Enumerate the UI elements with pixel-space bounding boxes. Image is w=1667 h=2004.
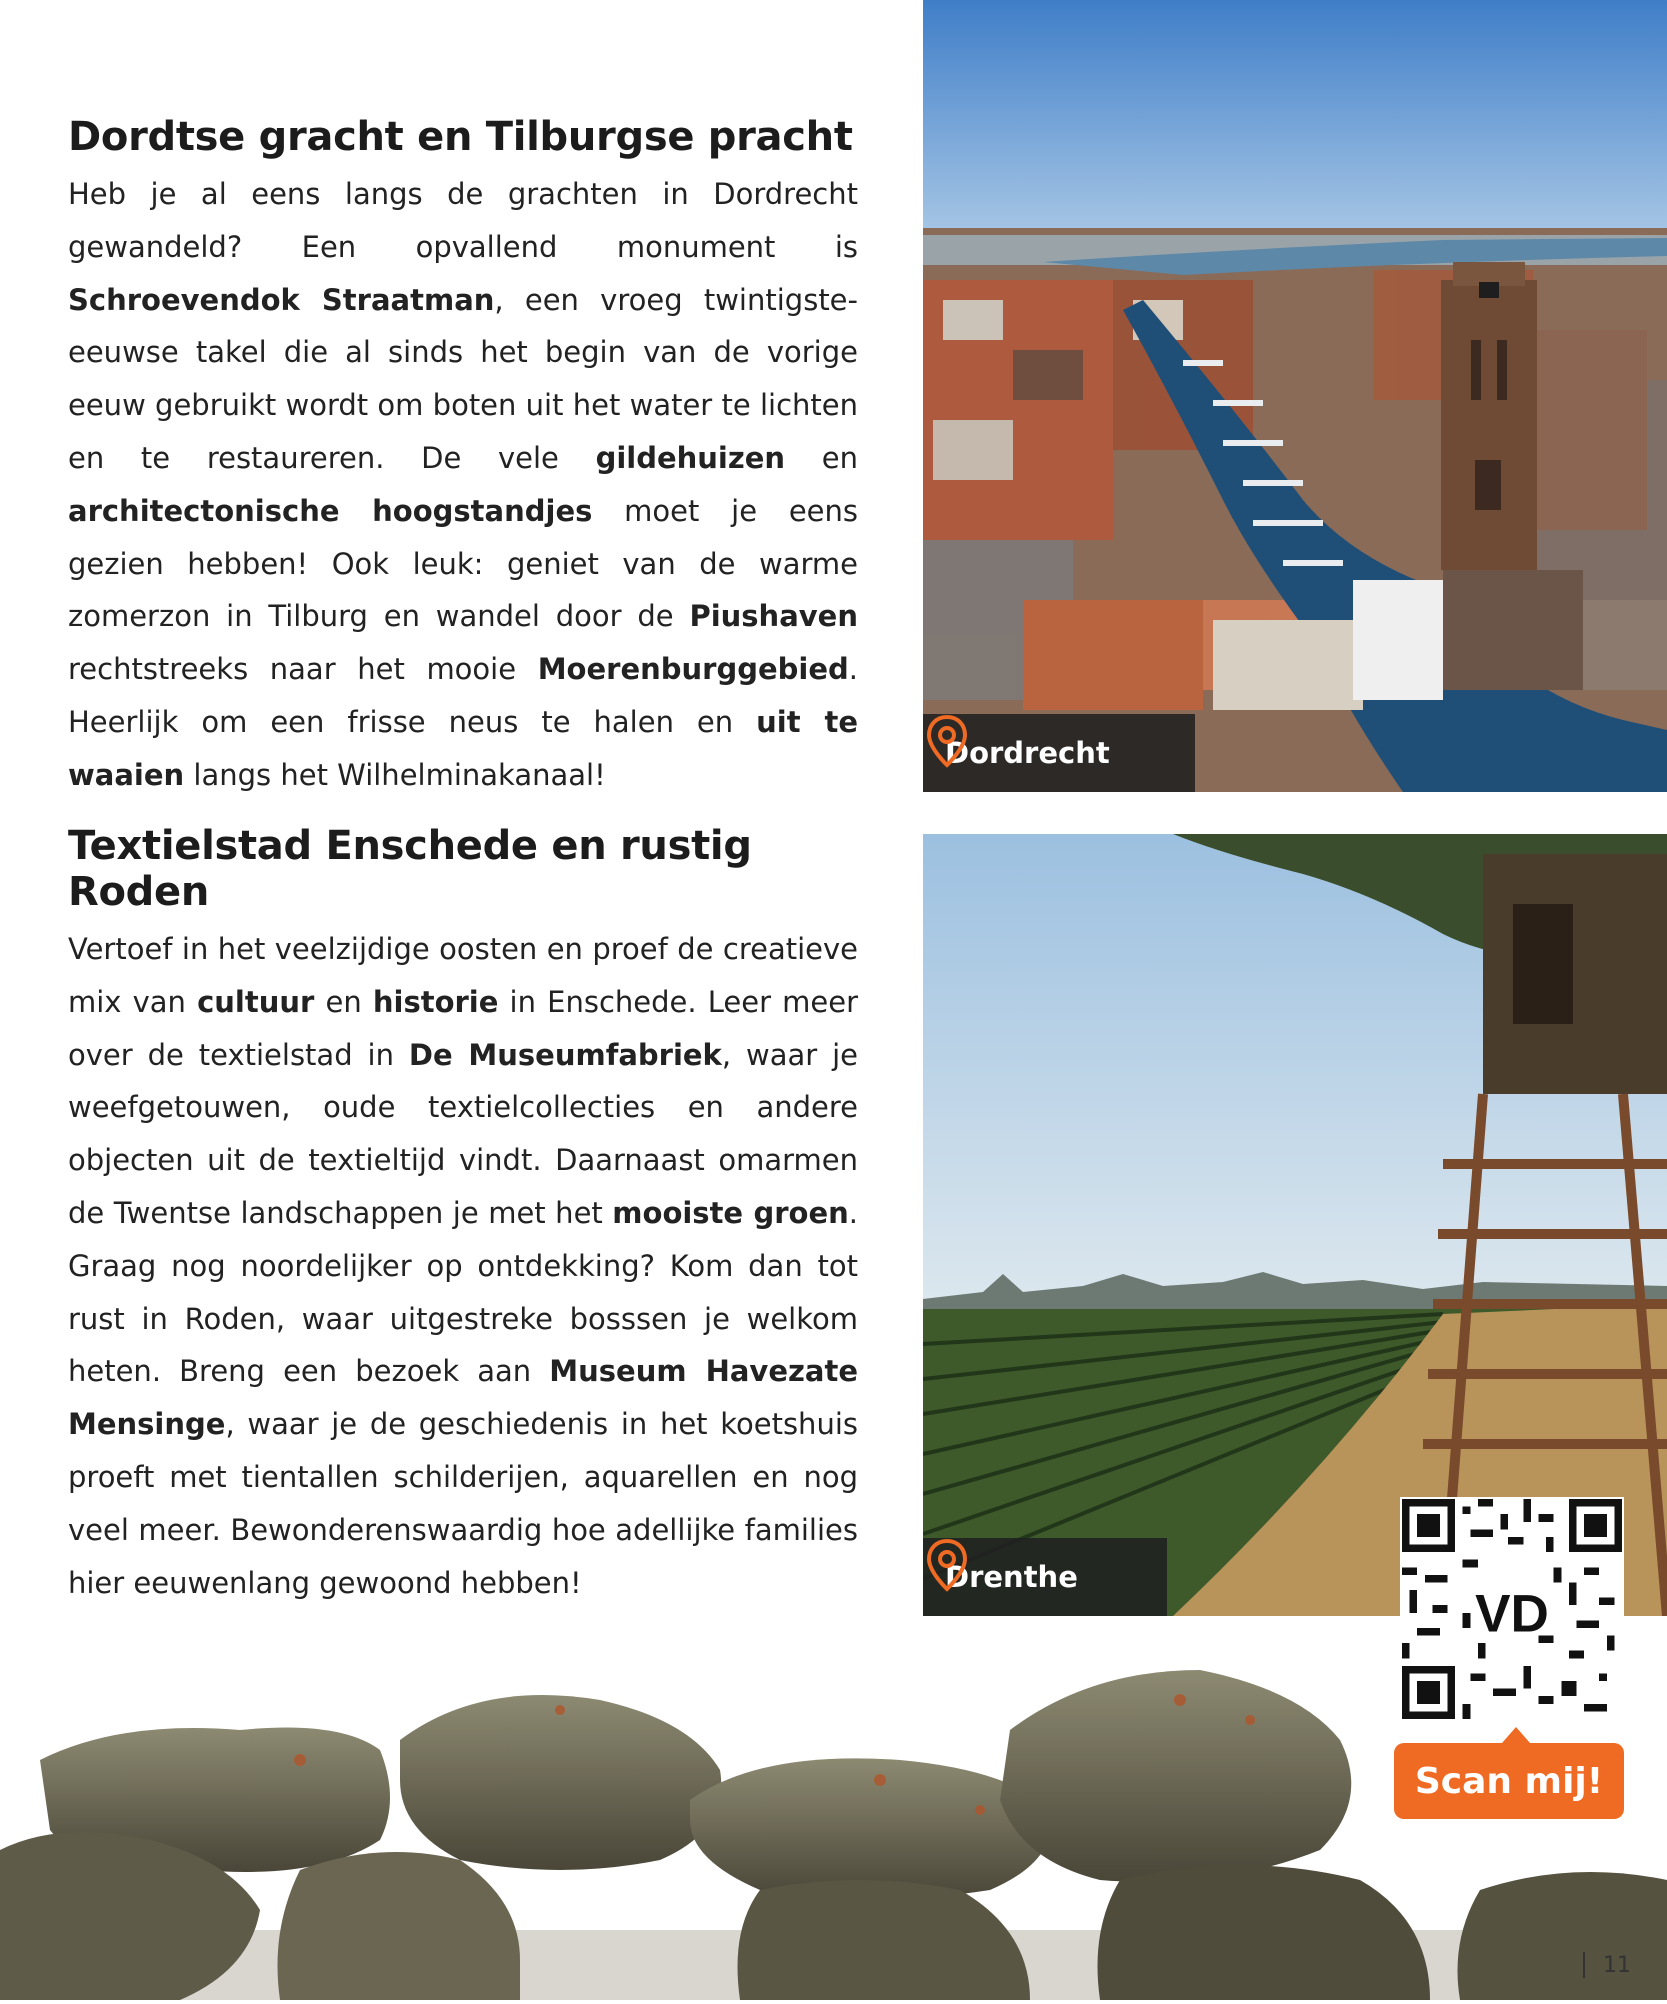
page-number-divider [1583,1952,1585,1978]
article-title: Textielstad Enschede en rustig Roden [68,823,752,915]
body-text: en [314,984,373,1019]
location-label-text: Drenthe [945,1560,1078,1594]
photo-dordrecht [923,0,1667,792]
article-body [68,923,858,1609]
dordrecht-aerial-image [923,0,1667,792]
body-text: , een vroeg twintigste-eeuwse takel die al sinds het begin van de vorige eeuw gebruikt wordt om boten uit het water te lichten en te restaureren. De vele [68,282,858,475]
article-dordrecht-tilburg [68,114,858,802]
highlight-text: Moerenburggebied [537,652,849,687]
qr-code[interactable] [1400,1497,1624,1721]
article-enschede-roden [68,823,858,1609]
location-label-text: Dordrecht [945,736,1110,770]
body-text: Heb je al eens langs de grachten in Dordrecht gewandeld? Een opvallend monument is [68,177,858,264]
body-text: , waar je de geschiedenis in het koetshuis proeft met tientallen schilderijen, aquarellen en nog veel meer. Bewonderenswaardig hoe adellijke families hier eeuwenlang gewoond hebben! [68,1407,858,1600]
highlight-text: historie [372,984,499,1019]
qr-logo-text: VD [1475,1584,1549,1644]
body-text: . Graag nog noordelijker op ontdekking? Kom dan tot rust in Roden, waar uitgestreke bosssen je welkom heten. Breng een bezoek aan [68,1195,858,1389]
highlight-text: gildehuizen [595,440,786,475]
location-label-dordrecht [923,714,1195,792]
qr-code-image [1402,1499,1622,1719]
location-pin-icon [923,1538,971,1592]
highlight-text: Piushaven [689,599,858,634]
article-body [68,168,858,802]
body-text: . Heerlijk om een frisse neus te halen en [68,652,858,739]
location-label-drenthe [923,1538,1167,1616]
highlight-text: Museum Havezate Mensinge [68,1354,858,1442]
highlight-text: Schroevendok Straatman [68,282,495,317]
body-text: in Enschede. Leer meer over de textielstad in [68,984,858,1072]
body-text: , waar je weefgetouwen, oude textielcollecties en andere objecten uit de textieltijd vindt. Daarnaast omarmen de Twentse landschappen je met het [68,1037,858,1230]
page-number [1583,1952,1631,1978]
highlight-text: uit te waaien [68,704,858,792]
page-number-text: 11 [1603,1952,1631,1978]
location-pin-icon [923,714,971,768]
highlight-text: cultuur [197,984,315,1019]
highlight-text: mooiste groen [612,1195,849,1230]
body-text: rechtstreeks naar het mooie [68,652,538,687]
article-title: Dordtse gracht en Tilburgse pracht [68,114,853,160]
body-text: langs het Wilhelminakanaal! [184,757,606,792]
highlight-text: architectonische hoogstandjes [68,493,593,528]
body-text: Vertoef in het veelzijdige oosten en proef de creatieve mix van [68,932,858,1019]
highlight-text: De Museumfabriek [408,1037,722,1072]
body-text: en [785,440,858,475]
body-text: moet je eens gezien hebben! Ook leuk: geniet van de warme zomerzon in Tilburg en wandel door de [68,493,858,634]
scan-me-button[interactable]: Scan mij! [1394,1743,1624,1819]
